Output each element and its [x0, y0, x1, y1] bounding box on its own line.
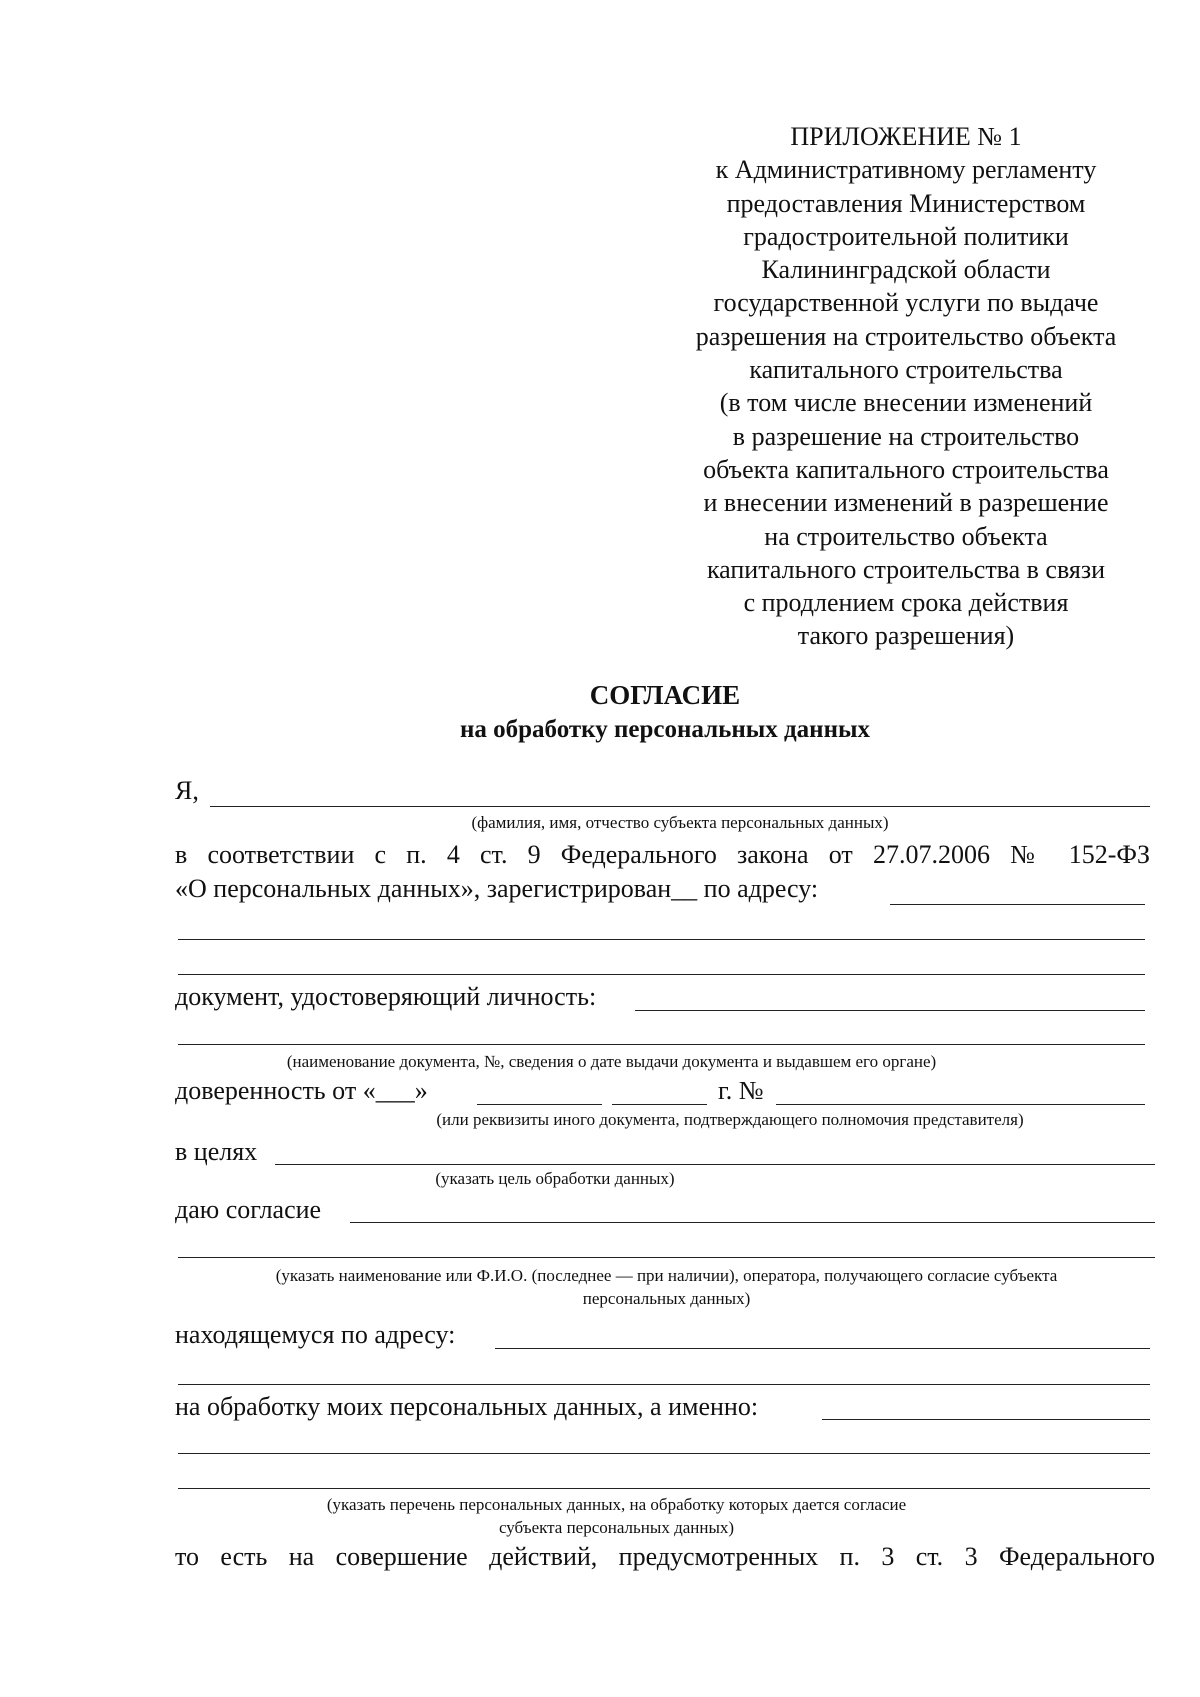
- operator-address-continuation-field[interactable]: [178, 1384, 1150, 1385]
- proxy-year-field[interactable]: [612, 1104, 707, 1105]
- appendix-line: такого разрешения): [797, 621, 1015, 651]
- address-continuation-field[interactable]: [178, 939, 1145, 940]
- id-document-caption: (наименование документа, №, сведения о дате выдачи документа и выдавшем его органе): [286, 1052, 937, 1071]
- appendix-line: градостроительной политики: [743, 221, 1069, 251]
- data-list-continuation-field[interactable]: [178, 1488, 1150, 1489]
- address-continuation-field[interactable]: [178, 974, 1145, 975]
- purpose-caption: (указать цель обработки данных): [435, 1169, 675, 1188]
- registered-address-label: «О персональных данных», зарегистрирован__ по адресу:: [175, 874, 819, 903]
- appendix-line: разрешения на строительство объекта: [695, 321, 1117, 351]
- id-document-label: документ, удостоверяющий личность:: [175, 982, 597, 1011]
- appendix-line: в разрешение на строительство: [732, 421, 1080, 451]
- proxy-label: доверенность от «___»: [175, 1076, 428, 1105]
- purpose-field[interactable]: [275, 1164, 1155, 1165]
- actions-line: то есть на совершение действий, предусмотренных п. 3 ст. 3 Федерального: [175, 1542, 1155, 1571]
- subject-prefix: Я,: [175, 776, 199, 805]
- subject-name-field[interactable]: [210, 806, 1150, 807]
- appendix-line: государственной услуги по выдаче: [713, 288, 1099, 318]
- appendix-line: и внесении изменений в разрешение: [703, 488, 1109, 518]
- operator-caption-line-2: персональных данных): [582, 1289, 751, 1308]
- data-list-field[interactable]: [822, 1419, 1150, 1420]
- appendix-line: предоставления Министерством: [726, 188, 1086, 218]
- appendix-line: (в том числе внесении изменений: [719, 388, 1093, 418]
- appendix-line: Калининградской области: [761, 255, 1051, 285]
- appendix-line: капитального строительства: [749, 355, 1063, 385]
- subject-caption: (фамилия, имя, отчество субъекта персональных данных): [471, 813, 889, 832]
- document-title: СОГЛАСИЕ: [589, 680, 741, 710]
- proxy-caption: (или реквизиты иного документа, подтверждающего полномочия представителя): [436, 1110, 1024, 1129]
- appendix-line: капитального строительства в связи: [706, 554, 1106, 584]
- data-list-continuation-field[interactable]: [178, 1453, 1150, 1454]
- operator-address-label: находящемуся по адресу:: [175, 1320, 456, 1349]
- proxy-number-field[interactable]: [776, 1104, 1145, 1105]
- operator-address-field[interactable]: [495, 1348, 1150, 1349]
- law-reference-line: в соответствии с п. 4 ст. 9 Федерального закона от 27.07.2006 № 152-ФЗ: [175, 840, 1150, 869]
- data-list-caption-line-2: субъекта персональных данных): [498, 1518, 735, 1537]
- purpose-label: в целях: [175, 1137, 258, 1166]
- operator-continuation-field[interactable]: [178, 1257, 1155, 1258]
- appendix-line: на строительство объекта: [764, 521, 1048, 551]
- id-document-field[interactable]: [635, 1010, 1145, 1011]
- appendix-line: к Административному регламенту: [715, 155, 1097, 185]
- document-subtitle: на обработку персональных данных: [460, 716, 870, 743]
- appendix-line: с продлением срока действия: [743, 588, 1069, 618]
- operator-caption-line-1: (указать наименование или Ф.И.О. (последнее — при наличии), оператора, получающего согласие субъекта: [275, 1266, 1058, 1285]
- proxy-year-number-label: г. №: [718, 1076, 764, 1105]
- appendix-line: ПРИЛОЖЕНИЕ № 1: [790, 122, 1022, 151]
- proxy-month-field[interactable]: [477, 1104, 602, 1105]
- data-list-caption-line-1: (указать перечень персональных данных, на обработку которых дается согласие: [326, 1495, 907, 1514]
- appendix-header: [660, 120, 1152, 653]
- registered-address-field[interactable]: [890, 904, 1145, 905]
- appendix-line: объекта капитального строительства: [703, 454, 1109, 484]
- id-document-continuation-field[interactable]: [178, 1044, 1145, 1045]
- operator-field[interactable]: [350, 1222, 1155, 1223]
- consent-label: даю согласие: [175, 1195, 322, 1224]
- data-list-label: на обработку моих персональных данных, а именно:: [175, 1392, 759, 1421]
